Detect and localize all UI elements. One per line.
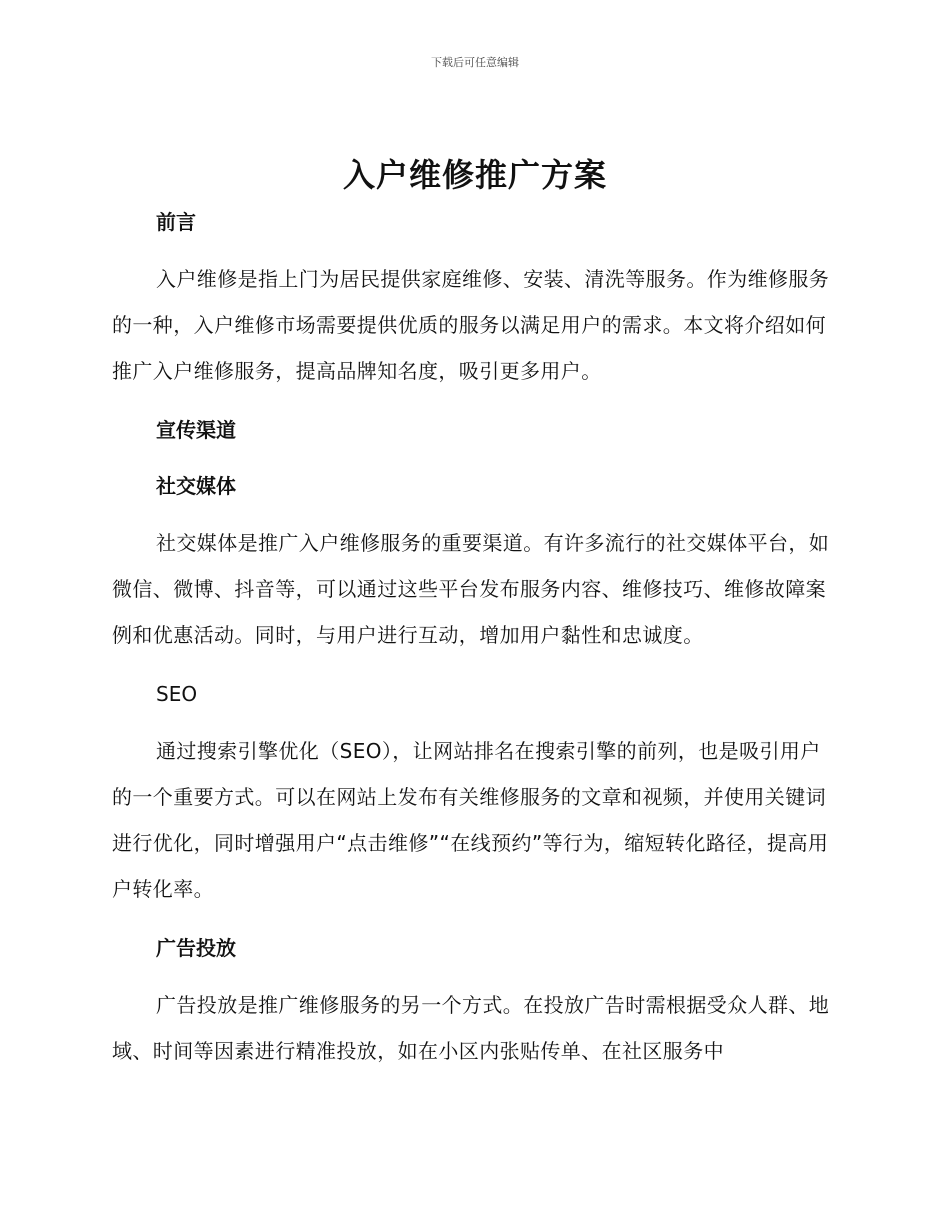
heading-preface: 前言 <box>156 210 196 234</box>
heading-social-media: 社交媒体 <box>156 474 236 498</box>
heading-seo: SEO <box>156 682 198 706</box>
heading-channels: 宣传渠道 <box>156 418 236 442</box>
document-body <box>112 200 832 1074</box>
heading-ads: 广告投放 <box>156 936 236 960</box>
paragraph-preface: 入户维修是指上门为居民提供家庭维修、安装、清洗等服务。作为维修服务的一种，入户维修市场需要提供优质的服务以满足用户的需求。本文将介绍如何推广入户维修服务，提高品牌知名度，吸引更多用户。 <box>112 267 830 383</box>
paragraph-social-media: 社交媒体是推广入户维修服务的重要渠道。有许多流行的社交媒体平台，如微信、微博、抖音等，可以通过这些平台发布服务内容、维修技巧、维修故障案例和优惠活动。同时，与用户进行互动，增加用户黏性和忠诚度。 <box>112 531 830 647</box>
paragraph-ads: 广告投放是推广维修服务的另一个方式。在投放广告时需根据受众人群、地域、时间等因素进行精准投放，如在小区内张贴传单、在社区服务中 <box>112 993 830 1063</box>
document-title: 入户维修推广方案 <box>342 156 607 194</box>
header-note: 下载后可任意编辑 <box>431 56 519 69</box>
paragraph-seo: 通过搜索引擎优化（SEO），让网站排名在搜索引擎的前列，也是吸引用户的一个重要方式。可以在网站上发布有关维修服务的文章和视频，并使用关键词进行优化，同时增强用户“点击维修”“在线预约”等行为，缩短转化路径，提高用户转化率。 <box>112 739 829 901</box>
